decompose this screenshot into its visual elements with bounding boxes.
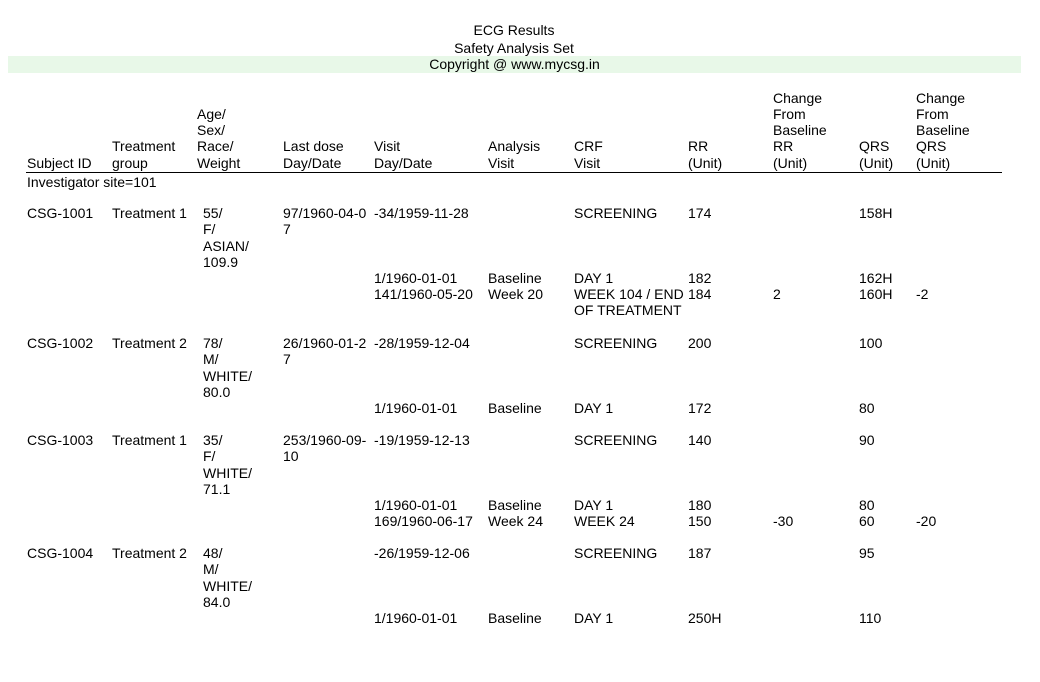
analysis-visit: Baseline <box>488 400 542 416</box>
qrs-value: 160H <box>859 286 893 302</box>
column-header-qrschg: QRS <box>916 138 947 155</box>
demographics: 78/ <box>203 335 223 351</box>
visit-day-date: 141/1960-05-20 <box>374 286 473 302</box>
crf-visit: OF TREATMENT <box>574 302 682 319</box>
column-header-rrchg: Baseline <box>773 122 827 139</box>
column-header-qrs: (Unit) <box>859 154 894 171</box>
last-dose: 7 <box>283 351 291 368</box>
demographics: WHITE/ <box>203 367 252 384</box>
column-header-qrschg: Baseline <box>916 122 970 139</box>
crf-visit: WEEK 24 <box>574 513 635 529</box>
crf-visit: SCREENING <box>574 432 658 448</box>
column-header-lastdose: Last dose <box>283 138 344 155</box>
rr-value: 200 <box>688 335 712 351</box>
qrs-value: 158H <box>859 205 893 221</box>
column-header-subject: Subject ID <box>27 154 92 171</box>
column-header-visit: Day/Date <box>374 154 433 171</box>
treatment-group: Treatment 1 <box>112 205 187 221</box>
treatment-group: Treatment 2 <box>112 545 187 561</box>
qrs-value: 80 <box>859 400 875 416</box>
visit-day-date: 1/1960-01-01 <box>374 497 458 513</box>
crf-visit: DAY 1 <box>574 270 614 286</box>
column-header-qrschg: (Unit) <box>916 154 951 171</box>
rr-value: 250H <box>688 610 722 626</box>
subject-id: CSG-1004 <box>27 545 94 561</box>
demographics: M/ <box>203 561 219 578</box>
report-titles <box>0 22 1028 57</box>
last-dose: 26/1960-01-2 <box>283 335 367 351</box>
column-header-analysis: Visit <box>488 154 515 171</box>
visit-day-date: -28/1959-12-04 <box>374 335 470 351</box>
demographics: WHITE/ <box>203 577 252 594</box>
column-header-rrchg: Change <box>773 89 823 106</box>
crf-visit: DAY 1 <box>574 610 614 626</box>
table-header <box>0 80 1040 172</box>
column-header-crf: Visit <box>574 154 601 171</box>
column-header-rrchg: From <box>773 105 806 122</box>
treatment-group: Treatment 2 <box>112 335 187 351</box>
analysis-visit: Baseline <box>488 270 542 286</box>
qrs-value: 110 <box>859 610 882 626</box>
visit-day-date: 1/1960-01-01 <box>374 270 458 286</box>
rr-value: 187 <box>688 545 712 561</box>
treatment-group: Treatment 1 <box>112 432 187 448</box>
analysis-visit: Week 20 <box>488 286 543 302</box>
column-header-demo: Race/ <box>197 138 234 155</box>
report-title: ECG Results <box>473 22 555 38</box>
qrs-value: 162H <box>859 270 893 286</box>
analysis-visit: Baseline <box>488 497 542 513</box>
last-dose: 7 <box>283 221 291 238</box>
crf-visit: WEEK 104 / END <box>574 286 684 302</box>
report-subtitle: Safety Analysis Set <box>454 39 574 56</box>
column-header-analysis: Analysis <box>488 138 541 155</box>
demographics: 48/ <box>203 545 223 561</box>
subject-id: CSG-1003 <box>27 432 94 448</box>
crf-visit: DAY 1 <box>574 400 614 416</box>
rr-value: 180 <box>688 497 712 513</box>
analysis-visit: Baseline <box>488 610 542 626</box>
column-header-qrs: QRS <box>859 138 890 155</box>
column-header-rrchg: (Unit) <box>773 154 808 171</box>
visit-day-date: 1/1960-01-01 <box>374 400 458 416</box>
demographics: F/ <box>203 221 216 238</box>
demographics: 35/ <box>203 432 223 448</box>
header-rule <box>26 172 1002 173</box>
column-header-rr: RR <box>688 138 709 155</box>
rr-value: 184 <box>688 286 712 302</box>
qrs-value: 95 <box>859 545 875 561</box>
visit-day-date: -26/1959-12-06 <box>374 545 470 561</box>
copyright-banner: Copyright @ www.mycsg.in <box>8 56 1021 73</box>
qrs-change: -2 <box>916 286 929 302</box>
crf-visit: SCREENING <box>574 335 658 351</box>
demographics: 109.9 <box>203 253 239 270</box>
last-dose: 97/1960-04-0 <box>283 205 367 221</box>
crf-visit: SCREENING <box>574 205 658 221</box>
visit-day-date: 1/1960-01-01 <box>374 610 458 626</box>
visit-day-date: -19/1959-12-13 <box>374 432 470 448</box>
crf-visit: DAY 1 <box>574 497 614 513</box>
visit-day-date: -34/1959-11-28 <box>374 205 469 221</box>
column-header-group: group <box>112 154 148 171</box>
last-dose: 253/1960-09- <box>283 432 367 448</box>
rr-value: 174 <box>688 205 712 221</box>
column-header-crf: CRF <box>574 138 603 155</box>
column-header-group: Treatment <box>112 138 176 155</box>
column-header-visit: Visit <box>374 138 401 155</box>
demographics: 80.0 <box>203 383 231 400</box>
column-header-lastdose: Day/Date <box>283 154 342 171</box>
qrs-value: 90 <box>859 432 875 448</box>
column-header-qrschg: Change <box>916 89 966 106</box>
site-label: Investigator site=101 <box>27 174 157 190</box>
demographics: 71.1 <box>203 480 231 497</box>
column-header-qrschg: From <box>916 105 949 122</box>
last-dose: 10 <box>283 448 299 465</box>
qrs-value: 100 <box>859 335 883 351</box>
subject-id: CSG-1002 <box>27 335 94 351</box>
qrs-value: 60 <box>859 513 875 529</box>
demographics: M/ <box>203 351 219 368</box>
column-header-demo: Sex/ <box>197 122 226 139</box>
rr-value: 140 <box>688 432 712 448</box>
demographics: WHITE/ <box>203 464 252 481</box>
column-header-rr: (Unit) <box>688 154 723 171</box>
rr-value: 182 <box>688 270 712 286</box>
column-header-demo: Weight <box>197 154 241 171</box>
rr-value: 172 <box>688 400 712 416</box>
demographics: ASIAN/ <box>203 237 249 254</box>
column-header-demo: Age/ <box>197 105 226 122</box>
qrs-value: 80 <box>859 497 875 513</box>
visit-day-date: 169/1960-06-17 <box>374 513 473 529</box>
qrs-change: -20 <box>916 513 937 529</box>
rr-change: 2 <box>773 286 781 302</box>
rr-change: -30 <box>773 513 794 529</box>
demographics: 55/ <box>203 205 223 221</box>
demographics: 84.0 <box>203 593 231 610</box>
demographics: F/ <box>203 448 216 465</box>
subject-id: CSG-1001 <box>27 205 94 221</box>
rr-value: 150 <box>688 513 712 529</box>
analysis-visit: Week 24 <box>488 513 543 529</box>
crf-visit: SCREENING <box>574 545 658 561</box>
column-header-rrchg: RR <box>773 138 794 155</box>
